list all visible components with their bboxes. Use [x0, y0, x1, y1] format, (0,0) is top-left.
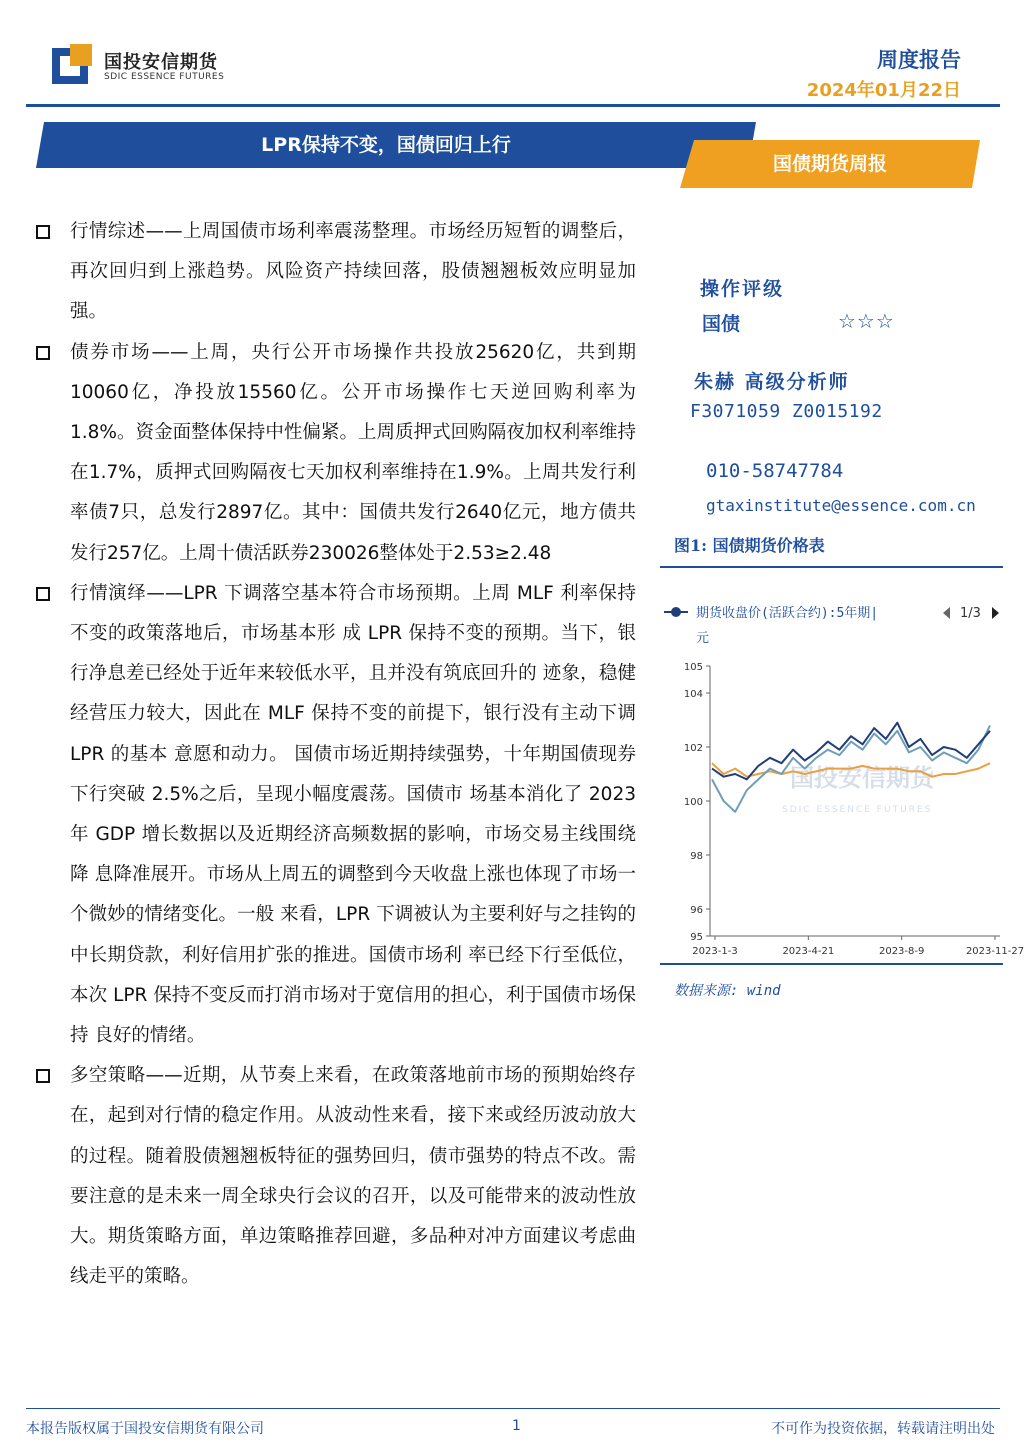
disclaimer: 不可作为投资依据，转载请注明出处: [771, 1421, 995, 1437]
logo-text-en: SDIC ESSENCE FUTURES: [104, 72, 225, 82]
legend-label: 期货收盘价(活跃合约):5年期|: [696, 606, 879, 621]
report-subtitle: 国债期货周报: [772, 153, 887, 175]
section-text: 行情演绎——LPR 下调落空基本符合市场预期。上周 MLF 利率保持不变的政策落地后，市场基本形 成 LPR 保持不变的预期。当下，银行净息差已经处于近年来较低水平，且并没有筑底回升的 迹象，稳健经营压力较大，因此在 MLF 保持不变的前提下，银行没有主动下调 LPR 的基本 意愿和动力。 国债市场近期持续强势，十年期国债现券下行突破 2.5%之后，呈现小幅度震荡。国债市 场基本消化了 2023 年 GDP 增长数据以及近期经济高频数据的影响，市场交易主线围绕降 息降准展开。市场从上周五的调整到今天收盘上涨也体现了市场一个微妙的情绪变化。一般 来看，LPR 下调被认为主要利好与之挂钩的中长期贷款，利好信用扩张的推进。国债市场利 率已经下行至低位，本次 LPR 保持不变反而打消市场对于宽信用的担心，利于国债市场保持 良好的情绪。: [70, 582, 636, 1047]
rating-item: 国债: [702, 313, 741, 335]
analyst-cert: F3071059 Z0015192: [690, 401, 883, 422]
futures-price-chart: [660, 590, 1025, 960]
legend-next-icon[interactable]: [992, 607, 999, 619]
section-text: 行情综述——上周国债市场利率震荡整理。市场经历短暂的调整后，再次回归到上涨趋势。风险资产持续回落，股债翘翘板效应明显加强。: [70, 221, 636, 323]
section-market-analysis: [36, 574, 636, 1056]
analyst-name: 朱赫 高级分析师: [694, 371, 850, 393]
square-bullet-icon: [36, 587, 50, 601]
legend-prev-icon[interactable]: [943, 607, 950, 619]
data-source: 数据来源: wind: [674, 983, 781, 999]
y-tick-label: 102: [683, 743, 703, 754]
y-tick-label: 105: [683, 662, 703, 673]
company-logo: [52, 40, 252, 90]
y-tick-label: 104: [683, 689, 703, 700]
figure-top-rule: [660, 566, 1003, 568]
y-tick-label: 98: [690, 851, 703, 862]
y-tick-label: 96: [690, 905, 703, 916]
chart-watermark: 国投安信期货: [790, 764, 934, 792]
section-strategy: [36, 1056, 636, 1297]
x-tick-label: 2023-4-21: [782, 946, 835, 957]
header-divider: [26, 104, 1000, 107]
contact-email[interactable]: gtaxinstitute@essence.com.cn: [706, 496, 976, 515]
contact-phone: 010-58747784: [706, 460, 844, 482]
logo-text-cn: 国投安信期货: [104, 52, 218, 73]
section-text: 债券市场——上周，央行公开市场操作共投放25620亿，共到期10060亿，净投放15560亿。公开市场操作七天逆回购利率为1.8%。资金面整体保持中性偏紧。上周质押式回购隔夜加权利率维持在1.7%，质押式回购隔夜七天加权利率维持在1.9%。上周共发行利率债7只，总发行2897亿。其中：国债共发行2640亿元，地方债共发行257亿。上周十债活跃券230026整体处于2.53≥2.48: [70, 341, 636, 564]
chart-svg: [660, 590, 1025, 960]
legend-pager: 1/3: [960, 606, 981, 621]
figure-bottom-rule: [660, 963, 1003, 965]
page-number: 1: [512, 1418, 521, 1434]
copyright-notice: 本报告版权属于国投安信期货有限公司: [26, 1421, 264, 1437]
rating-stars-icon: ☆☆☆: [838, 309, 895, 333]
main-content: [36, 212, 636, 1297]
report-date: 2024年01月22日: [806, 80, 961, 101]
square-bullet-icon: [36, 225, 50, 239]
footer-divider: [26, 1408, 1000, 1409]
section-text: 多空策略——近期，从节奏上来看，在政策落地前市场的预期始终存在，起到对行情的稳定作用。从波动性来看，接下来或经历波动放大的过程。随着股债翘翘板特征的强势回归，债市强势的特点不改。需要注意的是未来一周全球央行会议的召开，以及可能带来的波动性放大。期货策略方面，单边策略推荐回避，多品种对冲方面建议考虑曲线走平的策略。: [70, 1065, 636, 1288]
y-tick-label: 100: [683, 797, 703, 808]
logo-mark-icon: [52, 44, 92, 84]
square-bullet-icon: [36, 346, 50, 360]
figure-title: 图1: 国债期货价格表: [674, 536, 825, 555]
rating-label: 操作评级: [700, 278, 785, 300]
chart-watermark-en: SDIC ESSENCE FUTURES: [782, 805, 933, 815]
x-tick-label: 2023-8-9: [878, 946, 925, 957]
y-tick-label: 95: [690, 932, 703, 943]
legend-unit: 元: [696, 631, 710, 646]
x-tick-label: 2023-1-3: [692, 946, 738, 957]
x-tick-label: 2023-11-27: [965, 946, 1025, 957]
square-bullet-icon: [36, 1069, 50, 1083]
report-title: LPR保持不变，国债回归上行: [261, 134, 511, 156]
section-bond-market: [36, 333, 636, 574]
report-type: 周度报告: [877, 48, 961, 72]
section-market-overview: [36, 212, 636, 333]
